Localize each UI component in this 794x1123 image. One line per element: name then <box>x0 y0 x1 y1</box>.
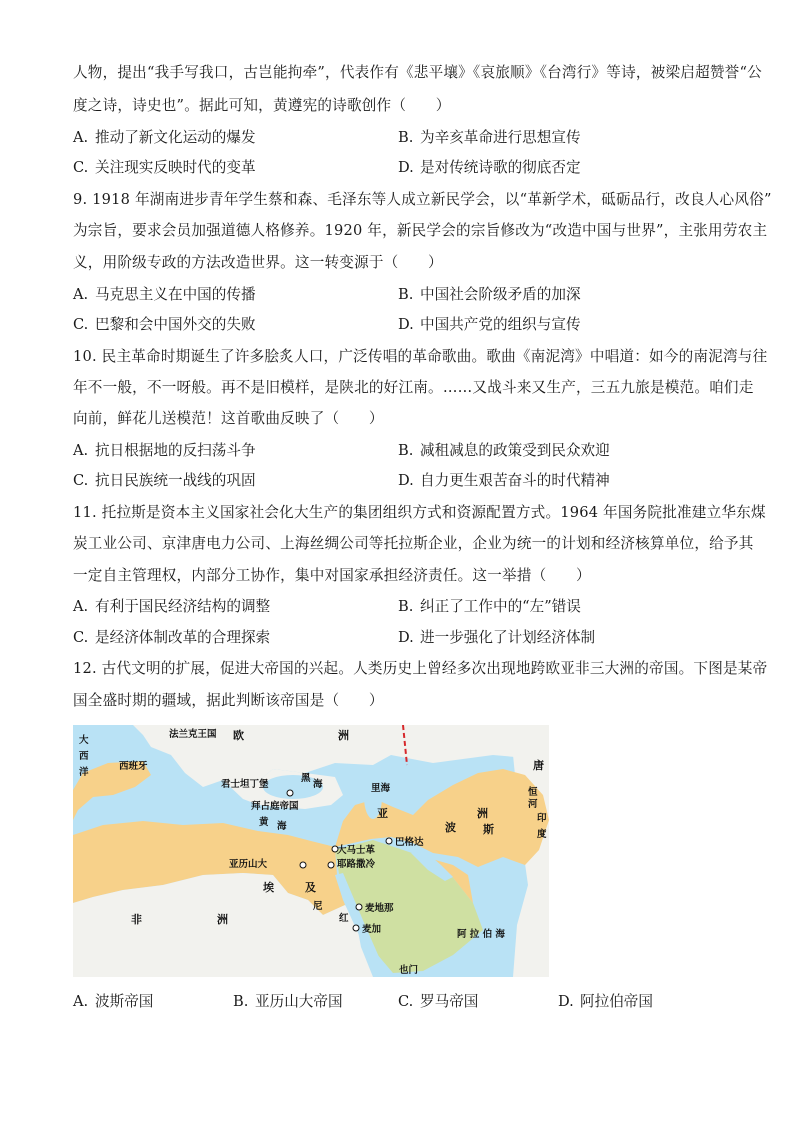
label-india-1: 印 <box>537 813 547 824</box>
label-asia-2: 洲 <box>477 807 488 820</box>
label-damascus: 大马士革 <box>337 845 376 856</box>
label-caspian: 里海 <box>371 783 391 794</box>
label-ganges-2: 河 <box>528 799 538 810</box>
label-arabian-sea: 阿 拉 伯 海 <box>457 929 505 940</box>
q10-option-c[interactable]: C. 抗日民族统一战线的巩固 <box>73 472 256 489</box>
q10-option-d[interactable]: D. 自力更生艰苦奋斗的时代精神 <box>398 472 610 489</box>
label-yemen: 也门 <box>399 965 419 976</box>
label-atlantic-3: 洋 <box>79 767 89 778</box>
label-byzantine: 拜占庭帝国 <box>251 801 299 812</box>
q11-option-d[interactable]: D. 进一步强化了计划经济体制 <box>398 629 596 646</box>
label-persia-1: 波 <box>445 821 456 834</box>
q11-stem-line-3: 一定自主管理权，内部分工协作，集中对国家承担经济责任。这一举措（ ） <box>73 567 591 584</box>
q9-option-c[interactable]: C. 巴黎和会中国外交的失败 <box>73 316 256 333</box>
q8-stem-line-2: 度之诗，诗史也”。据此可知，黄遵宪的诗歌创作（ ） <box>73 97 451 114</box>
label-red-sea: 红 <box>339 913 349 924</box>
label-black-sea: 海 <box>313 779 323 790</box>
label-yellow-sea: 海 <box>277 821 287 832</box>
q12-option-d[interactable]: D. 阿拉伯帝国 <box>558 993 653 1010</box>
label-alexandria: 亚历山大 <box>229 859 268 870</box>
label-india-2: 度 <box>537 829 547 840</box>
label-africa-1: 非 <box>131 913 142 926</box>
label-ganges-1: 恒 <box>528 787 538 798</box>
q12-stem-line-2: 国全盛时期的疆域，据此判断该帝国是（ ） <box>73 692 384 709</box>
marker-alexandria <box>300 862 306 868</box>
label-tang: 唐 <box>533 759 544 772</box>
q11-stem-line-1: 11. 托拉斯是资本主义国家社会化大生产的集团组织方式和资源配置方式。1964 年国务院批准建立华东煤 <box>73 504 766 521</box>
label-black: 黑 <box>301 773 311 784</box>
label-atlantic-1: 大 <box>79 735 89 746</box>
label-baghdad: 巴格达 <box>395 837 424 848</box>
label-egypt-1: 埃 <box>263 881 274 894</box>
q10-option-a[interactable]: A. 抗日根据地的反扫荡斗争 <box>73 442 256 459</box>
label-medina: 麦地那 <box>365 903 394 914</box>
marker-mecca <box>353 925 359 931</box>
label-spain: 西班牙 <box>119 761 148 772</box>
q9-stem-line-1: 9. 1918 年湖南进步青年学生蔡和森、毛泽东等人成立新民学会，以“革新学术，砥砺品行，改良人心风俗” <box>73 191 772 208</box>
marker-constantinople <box>287 790 293 796</box>
label-mecca: 麦加 <box>362 924 382 935</box>
label-asia-1: 亚 <box>377 807 388 820</box>
label-persia-2: 斯 <box>483 823 494 836</box>
q10-stem-line-3: 向前，鲜花儿送模范！这首歌曲反映了（ ） <box>73 410 384 427</box>
q12-option-c[interactable]: C. 罗马帝国 <box>398 993 479 1010</box>
q11-option-b[interactable]: B. 纠正了工作中的“左”错误 <box>398 598 581 615</box>
label-nile: 尼 <box>313 901 323 912</box>
marker-jerusalem <box>328 862 334 868</box>
label-constantinople: 君士坦丁堡 <box>221 779 269 790</box>
marker-medina <box>356 904 362 910</box>
q8-option-c[interactable]: C. 关注现实反映时代的变革 <box>73 159 256 176</box>
label-jerusalem: 耶路撒冷 <box>337 859 376 870</box>
label-atlantic-2: 西 <box>79 751 89 762</box>
q10-stem-line-2: 年不一般，不一呀般。再不是旧模样，是陕北的好江南。……又战斗来又生产，三五九旅是模范。咱们走 <box>73 379 754 396</box>
label-europe-1: 欧 <box>233 729 244 742</box>
q11-stem-line-2: 炭工业公司、京津唐电力公司、上海丝绸公司等托拉斯企业，企业为统一的计划和经济核算单位，给予其 <box>73 535 754 552</box>
empire-map <box>73 725 549 977</box>
q12-option-a[interactable]: A. 波斯帝国 <box>73 993 154 1010</box>
q8-stem-line-1: 人物，提出“我手写我口，古岂能拘牵”，代表作有《悲平壤》《哀旅顺》《台湾行》等诗，被梁启超赞誉“公 <box>73 64 762 81</box>
q11-option-a[interactable]: A. 有利于国民经济结构的调整 <box>73 598 271 615</box>
q9-option-b[interactable]: B. 中国社会阶级矛盾的加深 <box>398 286 581 303</box>
q9-stem-line-2: 为宗旨，要求会员加强道德人格修养。1920 年，新民学会的宗旨修改为“改造中国与世界”，主张用劳农主 <box>73 222 768 239</box>
q12-stem-line-1: 12. 古代文明的扩展，促进大帝国的兴起。人类历史上曾经多次出现地跨欧亚非三大洲的帝国。下图是某帝 <box>73 660 768 677</box>
label-europe-2: 洲 <box>338 729 349 742</box>
label-yellow: 黄 <box>259 817 269 828</box>
q8-option-a[interactable]: A. 推动了新文化运动的爆发 <box>73 129 256 146</box>
q8-option-d[interactable]: D. 是对传统诗歌的彻底否定 <box>398 159 581 176</box>
q9-stem-line-3: 义，用阶级专政的方法改造世界。这一转变源于（ ） <box>73 254 443 271</box>
q12-option-b[interactable]: B. 亚历山大帝国 <box>233 993 343 1010</box>
q9-option-a[interactable]: A. 马克思主义在中国的传播 <box>73 286 256 303</box>
q11-option-c[interactable]: C. 是经济体制改革的合理探索 <box>73 629 271 646</box>
q8-option-b[interactable]: B. 为辛亥革命进行思想宣传 <box>398 129 581 146</box>
marker-baghdad <box>386 838 392 844</box>
q9-option-d[interactable]: D. 中国共产党的组织与宣传 <box>398 316 581 333</box>
label-africa-2: 洲 <box>217 913 228 926</box>
q10-option-b[interactable]: B. 减租减息的政策受到民众欢迎 <box>398 442 610 459</box>
q10-stem-line-1: 10. 民主革命时期诞生了许多脍炙人口，广泛传唱的革命歌曲。歌曲《南泥湾》中唱道：如今的南泥湾与往 <box>73 348 768 365</box>
label-frank: 法兰克王国 <box>169 729 217 740</box>
empire-map-svg <box>73 725 549 977</box>
label-egypt-2: 及 <box>305 881 316 894</box>
